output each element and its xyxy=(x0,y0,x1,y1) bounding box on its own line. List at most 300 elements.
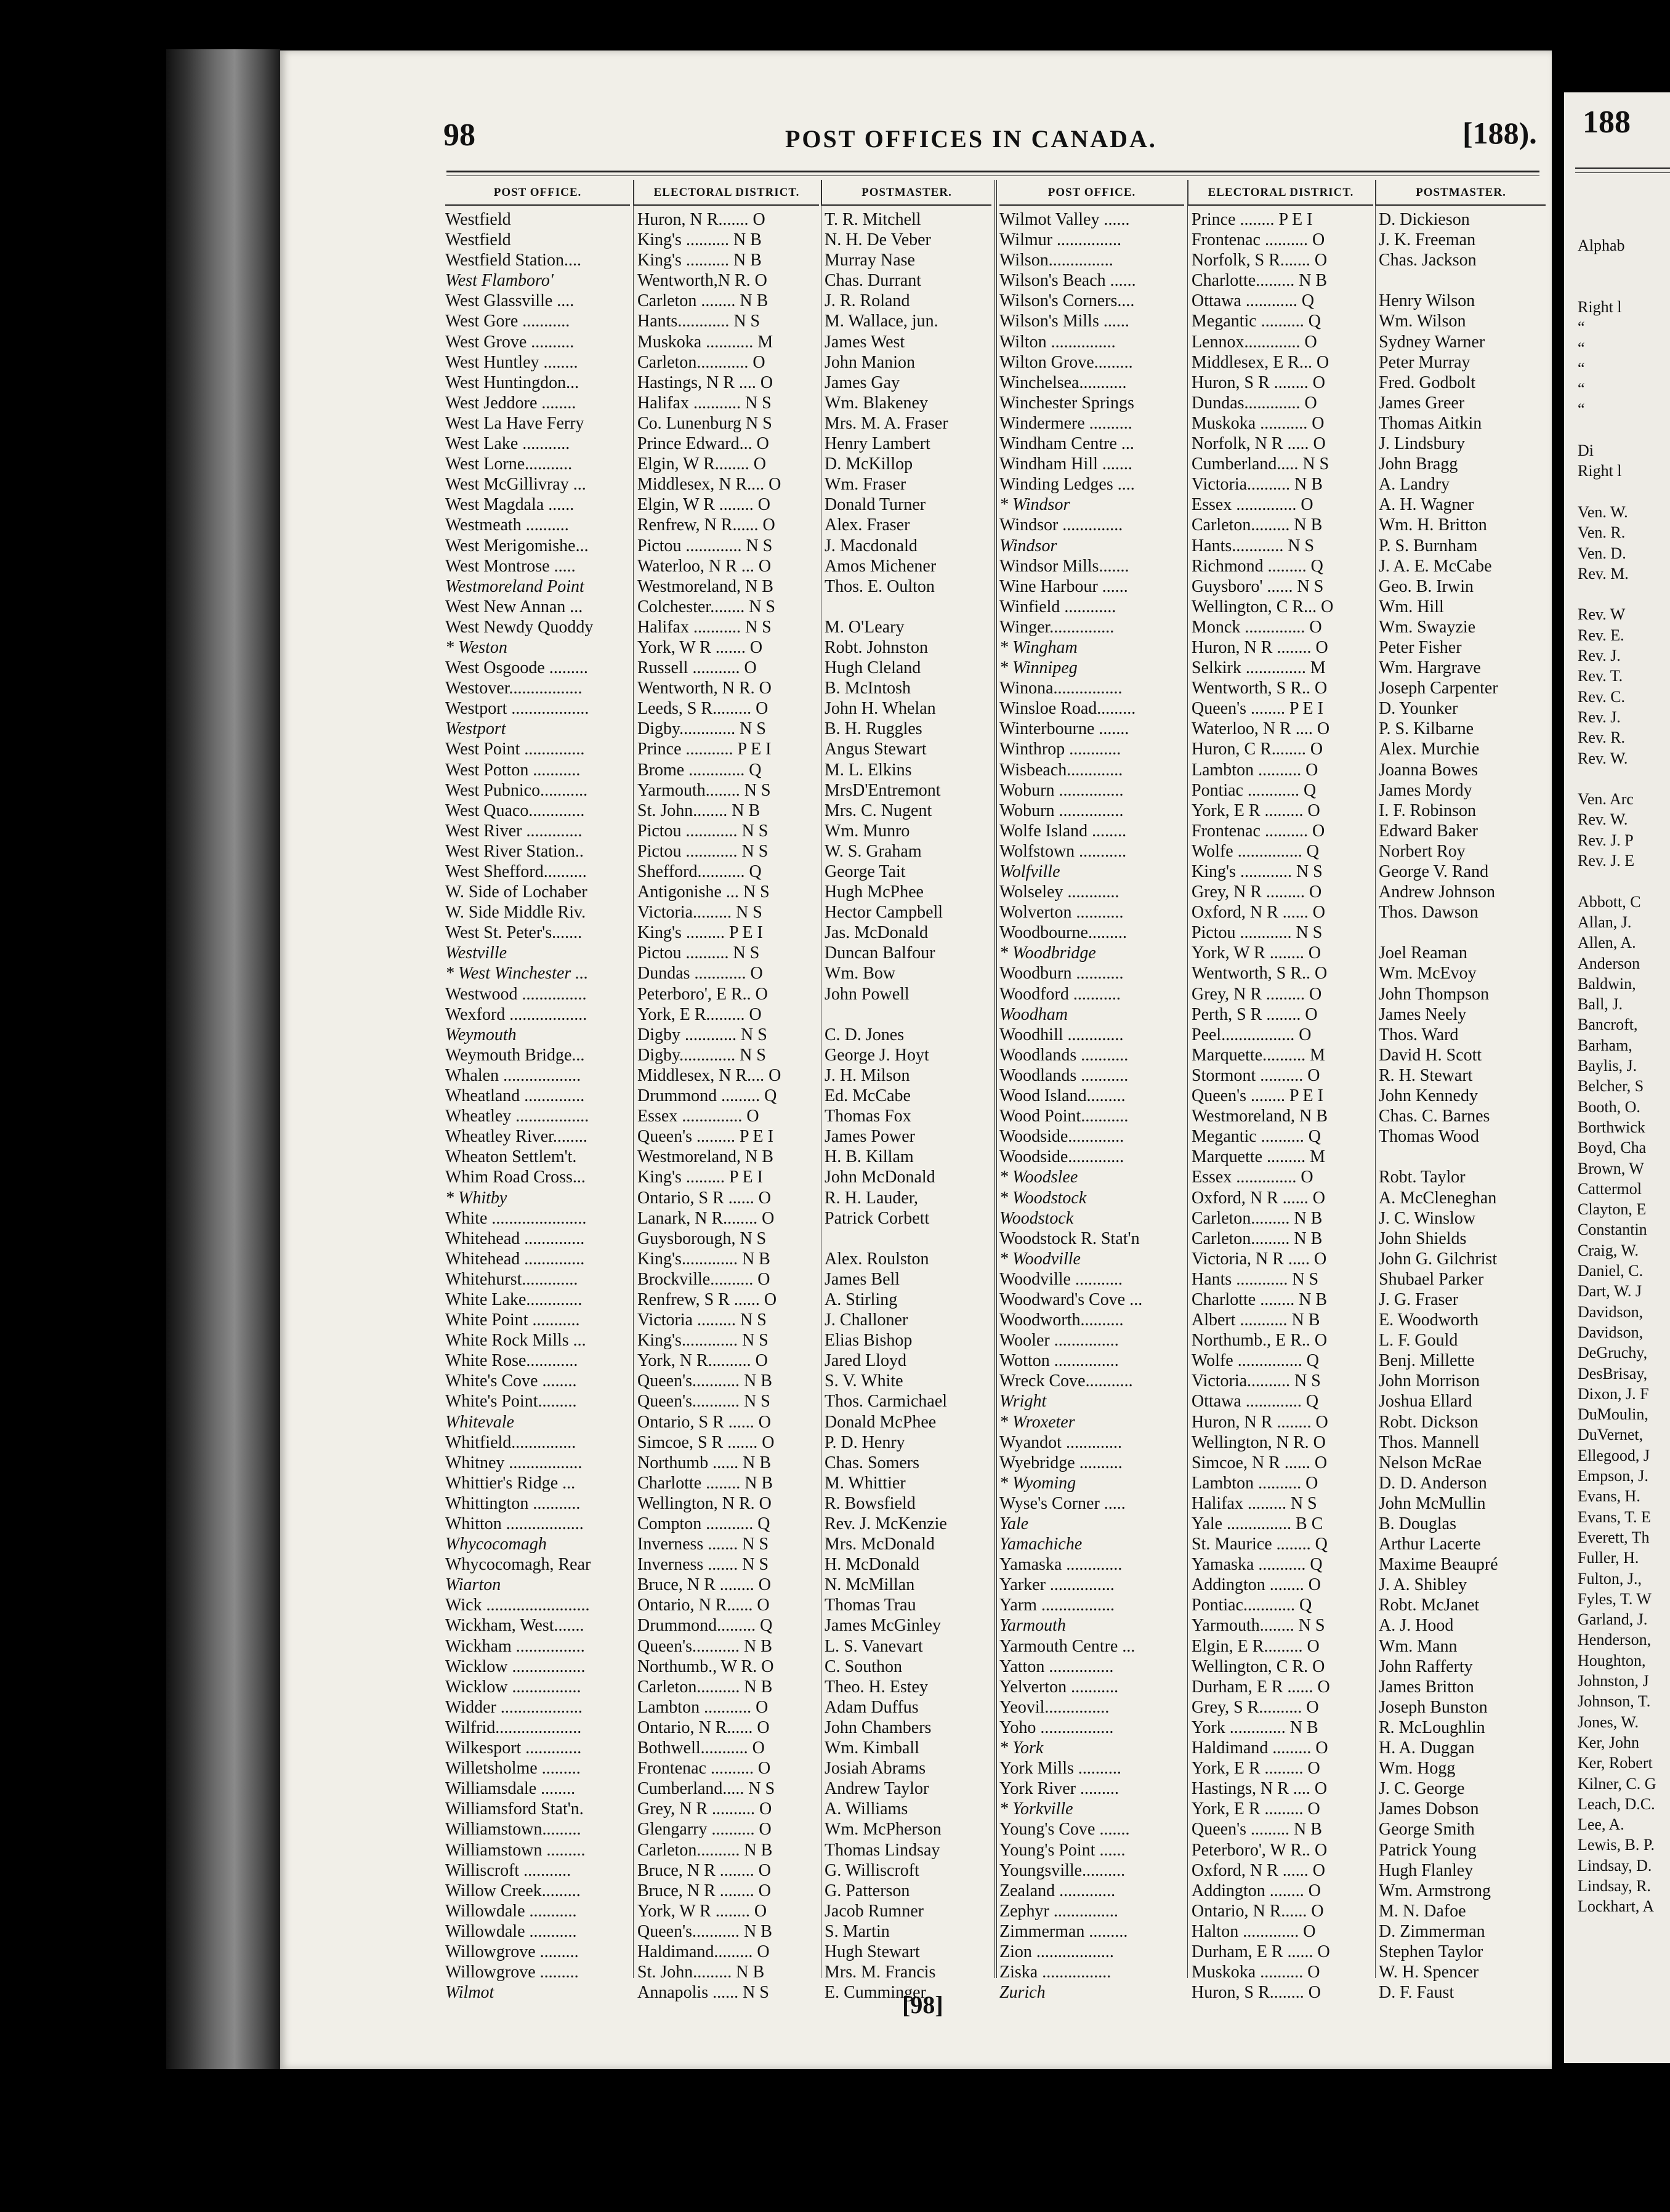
adjacent-page-line: Barham, xyxy=(1578,1036,1632,1054)
adjacent-page-line: Baylis, J. xyxy=(1578,1057,1637,1075)
adjacent-page-line: Evans, H. xyxy=(1578,1487,1640,1506)
table-row xyxy=(999,576,1541,597)
table-row xyxy=(445,1350,990,1371)
electoral-district-cell: Addington ........ O xyxy=(1192,1575,1321,1595)
table-row xyxy=(999,841,1541,862)
postmaster-cell: J. R. Roland xyxy=(825,291,910,311)
electoral-district-cell: York ............. N B xyxy=(1192,1718,1318,1737)
post-office-cell: Wilson's Beach ...... xyxy=(999,271,1136,291)
table-row xyxy=(999,1982,1541,2003)
header-electoral-district: ELECTORAL DISTRICT. xyxy=(1187,180,1373,206)
table-row xyxy=(999,393,1541,413)
electoral-district-cell: Ontario, N R...... O xyxy=(1192,1901,1324,1921)
table-row xyxy=(445,1575,990,1595)
post-office-cell: West Merigomishe... xyxy=(445,536,589,555)
electoral-district-cell: Middlesex, N R.... O xyxy=(637,475,781,494)
postmaster-cell: George J. Hoyt xyxy=(825,1045,929,1065)
post-office-cell: White's Point......... xyxy=(445,1392,577,1411)
electoral-district-cell: Selkirk .............. M xyxy=(1192,658,1326,678)
electoral-district-cell: Simcoe, S R ....... O xyxy=(637,1432,775,1452)
table-row xyxy=(445,209,990,230)
table-row xyxy=(445,658,990,678)
postmaster-cell: Joseph Bunston xyxy=(1379,1697,1488,1717)
adjacent-page-line: Lindsay, R. xyxy=(1578,1877,1651,1895)
adjacent-page-line: DuMoulin, xyxy=(1578,1405,1648,1424)
postmaster-cell: James Greer xyxy=(1379,393,1465,413)
table-row xyxy=(445,1371,990,1391)
post-office-cell: * Windsor xyxy=(999,495,1070,515)
table-row xyxy=(999,1350,1541,1371)
postmaster-cell: Mrs. M. Francis xyxy=(825,1963,936,1982)
post-office-cell: Wheaton Settlem't. xyxy=(445,1147,577,1167)
table-row xyxy=(999,291,1541,311)
postmaster-cell: Wm. Fraser xyxy=(825,475,906,494)
post-office-cell: Wicklow ................. xyxy=(445,1657,586,1676)
postmaster-cell: David H. Scott xyxy=(1379,1045,1482,1065)
table-row xyxy=(445,902,990,922)
postmaster-cell: Joseph Carpenter xyxy=(1379,679,1498,698)
post-office-cell: W. Side of Lochaber xyxy=(445,882,587,902)
table-row xyxy=(999,1391,1541,1411)
postmaster-cell: W. S. Graham xyxy=(825,841,922,861)
post-office-cell: W. Side Middle Riv. xyxy=(445,903,586,922)
postmaster-cell: Donald Turner xyxy=(825,495,926,515)
electoral-district-cell: Charlotte......... N B xyxy=(1192,271,1328,291)
header-postmaster: POSTMASTER. xyxy=(1375,180,1546,206)
electoral-district-cell: Bruce, N R ........ O xyxy=(637,1860,771,1880)
electoral-district-cell: Huron, N R....... O xyxy=(637,210,765,229)
adjacent-page-line: Baldwin, xyxy=(1578,974,1636,993)
table-row xyxy=(445,862,990,882)
electoral-district-cell: Digby ............ N S xyxy=(637,1025,767,1044)
table-row xyxy=(999,1657,1541,1677)
table-row xyxy=(999,373,1541,393)
adjacent-page-line: Dart, W. J xyxy=(1578,1282,1642,1301)
page-title: POST OFFICES IN CANADA. xyxy=(785,125,1157,153)
postmaster-cell: Thomas Aitkin xyxy=(1379,413,1482,433)
postmaster-cell: R. H. Lauder, xyxy=(825,1188,919,1208)
post-office-cell: Woodham xyxy=(999,1004,1068,1024)
table-row xyxy=(999,902,1541,922)
adjacent-page-line: Rev. W. xyxy=(1578,810,1628,829)
adjacent-page-line: “ xyxy=(1578,359,1585,377)
table-row xyxy=(445,1025,990,1045)
electoral-district-cell: York, N R.......... O xyxy=(637,1351,768,1371)
postmaster-cell: Amos Michener xyxy=(825,556,937,576)
postmaster-cell: Hugh Stewart xyxy=(825,1942,920,1961)
table-row xyxy=(445,1086,990,1106)
postmaster-cell: Sydney Warner xyxy=(1379,332,1485,352)
postmaster-cell: Thos. Mannell xyxy=(1379,1432,1480,1452)
table-row xyxy=(999,1778,1541,1799)
post-office-cell: Yatton ............... xyxy=(999,1657,1114,1676)
electoral-district-cell: York, E R ......... O xyxy=(1192,1759,1320,1778)
post-office-cell: Wheatland .............. xyxy=(445,1086,585,1106)
table-row xyxy=(999,1514,1541,1534)
post-office-cell: Westfield xyxy=(445,210,511,229)
electoral-district-cell: Northumb., E R.. O xyxy=(1192,1331,1328,1350)
table-row xyxy=(445,1269,990,1290)
postmaster-cell: Mrs. C. Nugent xyxy=(825,801,932,820)
electoral-district-cell: Frontenac .......... O xyxy=(1192,230,1325,250)
table-row xyxy=(999,984,1541,1004)
electoral-district-cell: Digby............. N S xyxy=(637,719,766,739)
electoral-district-cell: Oxford, N R ...... O xyxy=(1192,1188,1325,1208)
post-office-cell: Zion .................. xyxy=(999,1942,1114,1961)
table-row xyxy=(445,494,990,515)
postmaster-cell: D. Younker xyxy=(1379,699,1458,719)
postmaster-cell: T. R. Mitchell xyxy=(825,210,921,229)
post-office-cell: Wine Harbour ...... xyxy=(999,576,1128,596)
electoral-district-cell: King's............. N B xyxy=(637,1249,770,1269)
post-office-cell: Zephyr ............... xyxy=(999,1901,1118,1921)
postmaster-cell: Wm. Swayzie xyxy=(1379,617,1476,637)
table-row xyxy=(445,780,990,801)
post-office-cell: Wotton ............... xyxy=(999,1351,1119,1371)
adjacent-page-line: Empson, J. xyxy=(1578,1467,1648,1485)
table-row xyxy=(999,1330,1541,1350)
post-office-cell: Windsor .............. xyxy=(999,515,1123,535)
electoral-district-cell: Marquette.......... M xyxy=(1192,1045,1325,1065)
electoral-district-cell: Carleton ........ N B xyxy=(637,291,768,311)
header-rule xyxy=(446,171,1539,172)
adjacent-page-line: Everett, Th xyxy=(1578,1528,1650,1546)
post-office-cell: Wood Island......... xyxy=(999,1086,1126,1106)
adjacent-page-line: Rev. M. xyxy=(1578,564,1629,583)
post-office-cell: * Woodslee xyxy=(999,1168,1078,1187)
table-row xyxy=(445,1962,990,1982)
electoral-district-cell: Wellington, C R. O xyxy=(1192,1657,1325,1676)
electoral-district-cell: Pictou ............. N S xyxy=(637,536,773,555)
postmaster-cell: Shubael Parker xyxy=(1379,1269,1484,1289)
postmaster-cell: Alex. Roulston xyxy=(825,1249,929,1269)
post-office-cell: * Wroxeter xyxy=(999,1412,1075,1432)
post-office-cell: Woodhill ............. xyxy=(999,1025,1124,1044)
postmaster-cell: J. G. Fraser xyxy=(1379,1290,1459,1309)
postmaster-cell: Alex. Fraser xyxy=(825,515,910,535)
postmaster-cell: John Kennedy xyxy=(1379,1086,1478,1106)
post-office-cell: Whittington ........... xyxy=(445,1493,581,1513)
post-office-cell: Wyandot ............. xyxy=(999,1432,1122,1452)
electoral-district-cell: Carleton............ O xyxy=(637,352,765,372)
electoral-district-cell: Queen's ......... P E I xyxy=(637,1127,773,1147)
table-row xyxy=(999,1718,1541,1738)
postmaster-cell: E. Woodworth xyxy=(1379,1310,1479,1330)
postmaster-cell: Wm. H. Britton xyxy=(1379,515,1487,535)
electoral-district-cell: Victoria ......... N S xyxy=(637,1310,767,1330)
postmaster-cell: Peter Fisher xyxy=(1379,637,1462,657)
post-office-cell: Whitevale xyxy=(445,1412,514,1432)
adjacent-page-line: Jones, W. xyxy=(1578,1713,1639,1731)
post-office-cell: Windermere .......... xyxy=(999,413,1132,433)
adjacent-page-line: Ball, J. xyxy=(1578,995,1623,1014)
electoral-district-cell: King's ............ N S xyxy=(1192,862,1323,881)
post-office-cell: Young's Cove ....... xyxy=(999,1820,1130,1839)
electoral-district-cell: Hants............ N S xyxy=(1192,536,1315,555)
table-row xyxy=(445,1840,990,1860)
post-office-cell: West Magdala ...... xyxy=(445,495,575,515)
postmaster-cell: J. C. Winslow xyxy=(1379,1208,1476,1228)
postmaster-cell: Hugh Cleland xyxy=(825,658,921,678)
table-row xyxy=(445,1738,990,1758)
post-office-cell: Wolverton ........... xyxy=(999,903,1124,922)
adjacent-page-line: Lee, A. xyxy=(1578,1815,1624,1834)
postmaster-cell: Andrew Taylor xyxy=(825,1779,929,1799)
electoral-district-cell: Glengarry .......... O xyxy=(637,1820,772,1839)
post-office-cell: Wilmur ............... xyxy=(999,230,1121,250)
adjacent-page-line: Rev. J. E xyxy=(1578,852,1635,870)
postmaster-cell: E. Cumminger xyxy=(825,1983,926,2003)
post-office-cell: Westport xyxy=(445,719,506,739)
postmaster-cell: Wm. McPherson xyxy=(825,1820,942,1839)
electoral-district-cell: Oxford, N R ...... O xyxy=(1192,1860,1325,1880)
table-row xyxy=(445,474,990,494)
post-office-cell: Willowgrove ......... xyxy=(445,1963,579,1982)
post-office-cell: West River Station.. xyxy=(445,841,584,861)
post-office-cell: Wolfstown ........... xyxy=(999,841,1127,861)
adjacent-page-line: Boyd, Cha xyxy=(1578,1139,1647,1157)
post-office-cell: * Wyoming xyxy=(999,1473,1076,1493)
table-row xyxy=(445,1677,990,1697)
table-row xyxy=(999,1697,1541,1718)
table-row xyxy=(999,474,1541,494)
postmaster-cell: W. H. Spencer xyxy=(1379,1963,1479,1982)
post-office-cell: West Grove .......... xyxy=(445,332,575,352)
postmaster-cell: Norbert Roy xyxy=(1379,841,1466,861)
electoral-district-cell: Wentworth, S R.. O xyxy=(1192,964,1328,983)
post-office-cell: Wilton ............... xyxy=(999,332,1116,352)
postmaster-cell: Thos. Carmichael xyxy=(825,1392,948,1411)
table-row xyxy=(445,1697,990,1718)
electoral-district-cell: Huron, S R........ O xyxy=(1192,1983,1321,2003)
postmaster-cell: Jared Lloyd xyxy=(825,1351,906,1371)
post-office-cell: Yamaska ............. xyxy=(999,1555,1123,1575)
adjacent-header-rule xyxy=(1575,168,1670,169)
postmaster-cell: Fred. Godbolt xyxy=(1379,373,1476,392)
table-row xyxy=(999,1840,1541,1860)
post-office-cell: Winthrop ............ xyxy=(999,740,1121,759)
adjacent-page-number: 188 xyxy=(1583,105,1631,140)
adjacent-page-line: Ven. D. xyxy=(1578,544,1626,562)
post-office-cell: Whitfield............... xyxy=(445,1432,576,1452)
table-row xyxy=(445,1473,990,1493)
post-office-cell: Wheatley ................. xyxy=(445,1107,589,1126)
post-office-cell: Willowdale ........... xyxy=(445,1901,577,1921)
post-office-cell: Wickham ................ xyxy=(445,1636,585,1656)
electoral-district-cell: Guysborough, N S xyxy=(637,1229,767,1248)
post-office-cell: Wright xyxy=(999,1392,1047,1411)
table-row xyxy=(999,1249,1541,1269)
post-office-cell: West Shefford.......... xyxy=(445,862,587,881)
table-row xyxy=(445,719,990,739)
electoral-district-cell: Prince ........... P E I xyxy=(637,740,772,759)
post-office-cell: Yoho ................. xyxy=(999,1718,1114,1737)
post-office-cell: Wyse's Corner ..... xyxy=(999,1493,1126,1513)
adjacent-page-line: Evans, T. E xyxy=(1578,1508,1651,1526)
postmaster-cell: John Rafferty xyxy=(1379,1657,1473,1676)
table-row xyxy=(445,1778,990,1799)
electoral-district-cell: Richmond ......... Q xyxy=(1192,556,1323,576)
postmaster-cell: Joel Reaman xyxy=(1379,943,1467,963)
post-office-cell: * York xyxy=(999,1738,1044,1758)
post-office-cell: Westport .................. xyxy=(445,699,589,719)
adjacent-page-line: Brown, W xyxy=(1578,1159,1644,1177)
electoral-district-cell: Haldimand......... O xyxy=(637,1942,770,1961)
post-office-cell: West Potton ........... xyxy=(445,760,581,780)
adjacent-page-line: Johnston, J xyxy=(1578,1672,1649,1690)
table-row xyxy=(999,739,1541,759)
post-office-cell: Westville xyxy=(445,943,507,963)
table-row xyxy=(999,1942,1541,1962)
electoral-district-cell: Middlesex, E R... O xyxy=(1192,352,1329,372)
postmaster-cell: James McGinley xyxy=(825,1616,941,1636)
post-office-cell: Wilkesport ............. xyxy=(445,1738,582,1758)
postmaster-cell: D. McKillop xyxy=(825,454,913,474)
postmaster-cell: M. O'Leary xyxy=(825,617,905,637)
table-row xyxy=(445,1901,990,1921)
electoral-district-cell: Middlesex, N R.... O xyxy=(637,1065,781,1085)
table-row xyxy=(445,1554,990,1575)
table-row xyxy=(999,801,1541,821)
electoral-district-cell: Elgin, E R......... O xyxy=(1192,1636,1320,1656)
post-office-cell: Yale xyxy=(999,1514,1029,1533)
postmaster-cell: P. S. Kilbarne xyxy=(1379,719,1474,739)
postmaster-cell: B. H. Ruggles xyxy=(825,719,922,739)
post-office-cell: Winfield ............ xyxy=(999,597,1116,616)
postmaster-cell: George Smith xyxy=(1379,1820,1475,1839)
adjacent-page-line: Right l xyxy=(1578,297,1622,316)
postmaster-cell: Henry Lambert xyxy=(825,434,930,454)
electoral-district-cell: Westmoreland, N B xyxy=(637,576,773,596)
post-office-cell: Yelverton ........... xyxy=(999,1677,1119,1697)
electoral-district-cell: Perth, S R ........ O xyxy=(1192,1004,1318,1024)
postmaster-cell: J. A. Shibley xyxy=(1379,1575,1467,1595)
electoral-district-cell: Durham, E R ...... O xyxy=(1192,1942,1330,1961)
adjacent-page-line: DesBrisay, xyxy=(1578,1364,1648,1383)
post-office-cell: West Pubnico........... xyxy=(445,780,588,800)
table-row xyxy=(999,1595,1541,1615)
post-office-cell: West La Have Ferry xyxy=(445,413,584,433)
postmaster-cell: B. Douglas xyxy=(1379,1514,1456,1533)
table-row xyxy=(445,291,990,311)
electoral-district-cell: Lambton .......... O xyxy=(1192,1473,1318,1493)
postmaster-cell: Stephen Taylor xyxy=(1379,1942,1483,1961)
adjacent-page-line: Constantin xyxy=(1578,1221,1647,1239)
electoral-district-cell: Charlotte ........ N B xyxy=(637,1473,773,1493)
electoral-district-cell: Yamaska ........... Q xyxy=(1192,1555,1323,1575)
electoral-district-cell: Annapolis ...... N S xyxy=(637,1983,769,2003)
post-office-cell: Winchelsea........... xyxy=(999,373,1127,392)
post-office-cell: Wheatley River........ xyxy=(445,1127,587,1147)
electoral-district-cell: Ottawa ............ Q xyxy=(1192,291,1315,311)
post-office-cell: Woodbourne......... xyxy=(999,923,1127,943)
postmaster-cell: Wm. Kimball xyxy=(825,1738,919,1758)
table-row xyxy=(445,760,990,780)
electoral-district-cell: King's .......... N B xyxy=(637,230,762,250)
electoral-district-cell: Marquette ......... M xyxy=(1192,1147,1325,1167)
postmaster-cell: N. McMillan xyxy=(825,1575,915,1595)
adjacent-page-line: Di xyxy=(1578,442,1594,459)
postmaster-cell: D. D. Anderson xyxy=(1379,1473,1487,1493)
post-office-cell: Yeovil............... xyxy=(999,1697,1110,1717)
electoral-district-cell: York, E R ......... O xyxy=(1192,801,1320,820)
post-office-cell: Winterbourne ....... xyxy=(999,719,1129,739)
postmaster-cell: J. H. Milson xyxy=(825,1065,910,1085)
electoral-district-cell: Muskoka ........... O xyxy=(1192,413,1325,433)
electoral-district-cell: Muskoka .......... O xyxy=(1192,1963,1320,1982)
electoral-district-cell: Carleton.......... N B xyxy=(637,1840,773,1860)
post-office-cell: Wilson............... xyxy=(999,251,1113,270)
electoral-district-cell: Norfolk, N R ..... O xyxy=(1192,434,1326,454)
postmaster-cell: P. S. Burnham xyxy=(1379,536,1478,555)
post-office-cell: Zimmerman ......... xyxy=(999,1921,1128,1941)
postmaster-cell: Wm. Hill xyxy=(1379,597,1444,616)
electoral-district-cell: Wolfe ............... Q xyxy=(1192,841,1319,861)
post-office-cell: Woburn ............... xyxy=(999,801,1124,820)
electoral-district-cell: Essex .............. O xyxy=(1192,1168,1313,1187)
postmaster-cell: R. Bowsfield xyxy=(825,1493,916,1513)
postmaster-cell: B. McIntosh xyxy=(825,679,911,698)
electoral-district-cell: Carleton......... N B xyxy=(1192,515,1323,535)
post-office-cell: Whitehurst............. xyxy=(445,1269,578,1289)
postmaster-cell: L. S. Vanevart xyxy=(825,1636,923,1656)
electoral-district-cell: Dundas ............ O xyxy=(637,964,763,983)
post-office-cell: Whycocomagh xyxy=(445,1535,547,1554)
table-row xyxy=(445,1657,990,1677)
postmaster-cell: John Powell xyxy=(825,984,910,1004)
post-office-cell: Willowgrove ......... xyxy=(445,1942,579,1961)
post-office-cell: Wilmot Valley ...... xyxy=(999,210,1130,229)
book-spine xyxy=(166,49,280,2069)
postmaster-cell: Alex. Murchie xyxy=(1379,740,1480,759)
electoral-district-cell: Frontenac .......... O xyxy=(1192,821,1325,841)
adjacent-header-rule-thin xyxy=(1575,172,1670,173)
post-office-cell: White ...................... xyxy=(445,1208,587,1228)
table-row xyxy=(445,1758,990,1778)
post-office-cell: York Mills .......... xyxy=(999,1759,1121,1778)
post-office-cell: West River ............. xyxy=(445,821,583,841)
electoral-district-cell: Stormont .......... O xyxy=(1192,1065,1320,1085)
electoral-district-cell: Waterloo, N R ... O xyxy=(637,556,772,576)
post-office-cell: White Rose............ xyxy=(445,1351,578,1371)
post-office-cell: Westover................. xyxy=(445,679,583,698)
table-row xyxy=(999,1554,1541,1575)
postmaster-cell: Jas. McDonald xyxy=(825,923,928,943)
table-row xyxy=(999,536,1541,556)
post-office-cell: * Weston xyxy=(445,637,507,657)
table-row xyxy=(999,1290,1541,1310)
electoral-district-cell: Queen's........... N B xyxy=(637,1371,772,1391)
electoral-district-cell: Hants ............ N S xyxy=(1192,1269,1319,1289)
table-row xyxy=(445,1045,990,1065)
table-row xyxy=(445,230,990,250)
table-row xyxy=(445,311,990,331)
electoral-district-cell: Northumb., W R. O xyxy=(637,1657,774,1676)
postmaster-cell: Rev. J. McKenzie xyxy=(825,1514,947,1533)
postmaster-cell: Wm. Hargrave xyxy=(1379,658,1481,678)
post-office-cell: Whitton .................. xyxy=(445,1514,584,1533)
electoral-district-cell: Drummond ......... Q xyxy=(637,1086,777,1106)
post-office-cell: Woodstock xyxy=(999,1208,1074,1228)
adjacent-page-line: Clayton, E xyxy=(1578,1200,1647,1219)
postmaster-cell: Thomas Lindsay xyxy=(825,1840,940,1860)
post-office-cell: * Wingham xyxy=(999,637,1078,657)
table-row xyxy=(445,250,990,270)
electoral-district-cell: Queen's ......... N B xyxy=(1192,1820,1322,1839)
table-row xyxy=(999,963,1541,983)
table-row xyxy=(445,1819,990,1839)
post-office-cell: Wilson's Corners.... xyxy=(999,291,1135,311)
